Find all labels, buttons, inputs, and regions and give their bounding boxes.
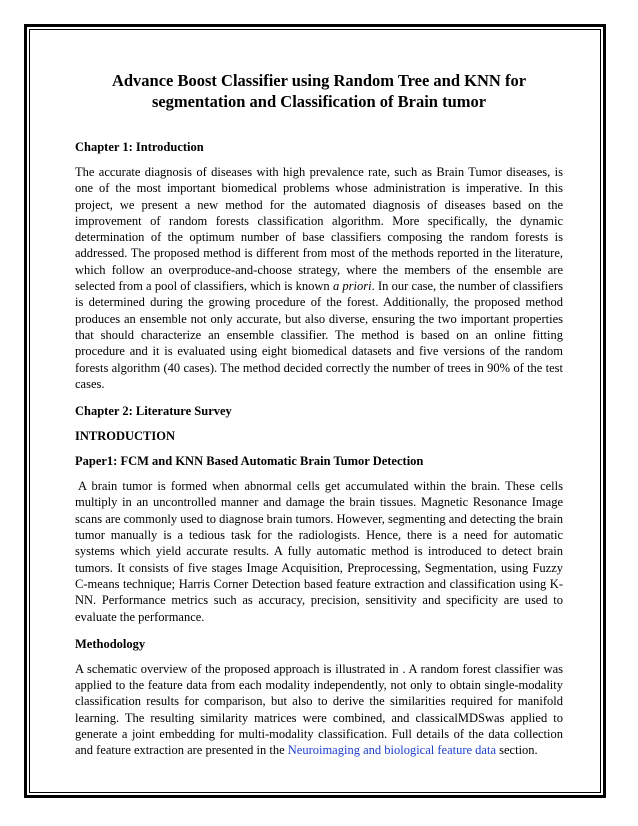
document-body [75,70,563,770]
methodology-text-part2: section. [499,743,538,758]
chapter2-heading: Chapter 2: Literature Survey [75,404,232,419]
methodology-heading: Methodology [75,636,146,651]
neuroimaging-data-link[interactable]: Neuroimaging and biological feature data [287,743,497,758]
chapter1-italic-text: a priori [332,279,372,294]
chapter1-text-part1: The accurate diagnosis of diseases with high prevalence rate, such as Brain Tumor diseases, is one of the most important biomedical problems whose administration is imperative. In this project, we present a new method for the automated diagnosis of diseases based on the improvement of random forests classification algorithm. More specifically, the dynamic determination of the optimum number of base classifiers composing the random forests is addressed. The proposed method is different from most of the methods reported in the literature, which follow an overproduce-and-choose strategy, where the members of the ensemble are selected from a pool of classifiers, which is known [75,165,563,294]
introduction-heading: INTRODUCTION [75,429,176,444]
chapter1-paragraph [75,164,563,392]
chapter1-heading: Chapter 1: Introduction [75,140,204,154]
methodology-text-part1: A schematic overview of the proposed approach is illustrated in . A random forest classifier was applied to the feature data from each modality independently, not only to obtain single-modality classification results for comparison, but also to derive the similarities required for manifold learning. The resulting similarity matrices were combined, and classicalMDSwas applied to generate a joint embedding for multi-modality classification. Full details of the data collection and feature extraction are presented in the [75,661,563,758]
chapter1-text-part2: . In our case, the number of classifiers is determined during the growing procedure of the forest. Additionally, the proposed method produces an ensemble not only accurate, but also diverse, ensuring the two important properties that should characterize an ensemble classifier. The method is based on an online fitting procedure and it is evaluated using eight biomedical datasets and five versions of the random forests algorithm (40 cases). The method decided correctly the number of trees in 90% of the test cases. [75,279,563,391]
paper1-paragraph: A brain tumor is formed when abnormal cells get accumulated within the brain. These cells multiply in an uncontrolled manner and damage the brain tissues. Magnetic Resonance Image scans are commonly used to diagnose brain tumors. However, segmenting and detecting the brain tumor manually is a tedious task for the radiologists. Hence, there is a need for automatic systems which yield accurate results. A fully automatic method is introduced to detect brain tumors. It consists of five stages Image Acquisition, Preprocessing, Segmentation, using Fuzzy C-means technique; Harris Corner Detection based feature extraction and classification using K-NN. Performance metrics such as accuracy, precision, sensitivity and specificity are used to evaluate the performance. [75,479,563,624]
paper1-heading: Paper1: FCM and KNN Based Automatic Brain Tumor Detection [75,454,424,469]
methodology-paragraph [75,661,563,759]
document-title: Advance Boost Classifier using Random Tree and KNN for segmentation and Classification of Brain tumor [111,71,527,111]
